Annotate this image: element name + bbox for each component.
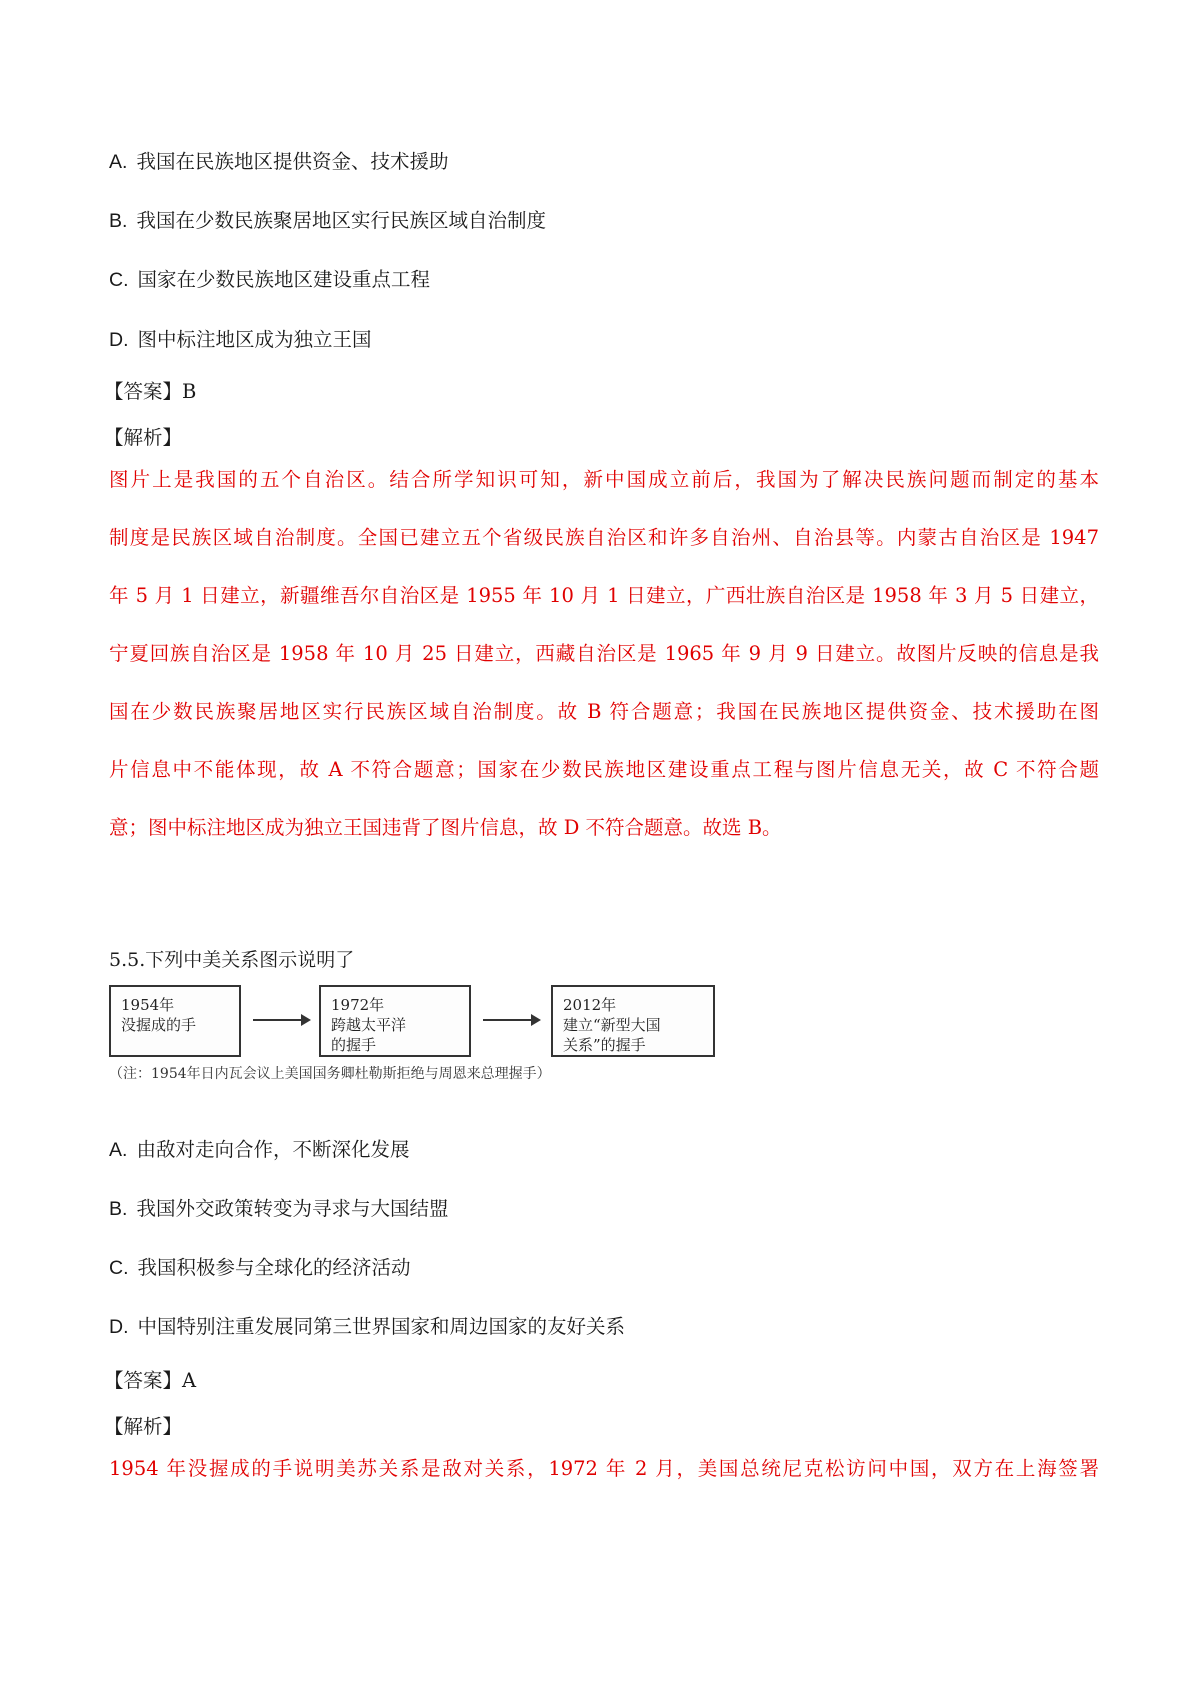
q5-option-b <box>109 1195 448 1223</box>
q5-analysis-line: 1954 年没握成的手说明美苏关系是敌对关系，1972 年 2 月，美国总统尼克松访问中国，双方在上海签署 <box>109 1457 1099 1480</box>
q4-option-b <box>109 207 546 235</box>
q5-relations-diagram <box>109 985 719 1095</box>
q4-analysis-line: 年 5 月 1 日建立，新疆维吾尔自治区是 1955 年 10 月 1 日建立，广西壮族自治区是 1958 年 3 月 5 日建立， <box>109 584 1099 607</box>
option-letter: A. <box>109 151 128 173</box>
diagram-box-1954: 1954年 没握成的手 <box>109 985 241 1057</box>
q5-answer: 【答案】A <box>104 1369 197 1392</box>
arrow-icon <box>483 1019 539 1021</box>
option-text: 我国在少数民族聚居地区实行民族区域自治制度 <box>136 209 546 232</box>
q4-analysis-label: 【解析】 <box>104 426 183 449</box>
q5-option-c <box>109 1254 411 1282</box>
q5-option-d <box>109 1313 625 1341</box>
diagram-note: （注：1954年日内瓦会议上美国国务卿杜勒斯拒绝与周恩来总理握手） <box>109 1066 551 1082</box>
q4-analysis-line: 图片上是我国的五个自治区。结合所学知识可知，新中国成立前后，我国为了解决民族问题而制定的基本 <box>109 468 1099 491</box>
diagram-box-1972: 1972年 跨越太平洋 的握手 <box>319 985 471 1057</box>
q5-analysis-label: 【解析】 <box>104 1415 183 1438</box>
q4-analysis-line: 制度是民族区域自治制度。全国已建立五个省级民族自治区和许多自治州、自治县等。内蒙古自治区是 1947 <box>109 526 1099 549</box>
option-text: 我国积极参与全球化的经济活动 <box>137 1256 411 1279</box>
option-text: 中国特别注重发展同第三世界国家和周边国家的友好关系 <box>137 1315 626 1338</box>
arrow-icon <box>253 1019 309 1021</box>
q4-analysis-line: 宁夏回族自治区是 1958 年 10 月 25 日建立，西藏自治区是 1965 年 9 月 9 日建立。故图片反映的信息是我 <box>109 642 1099 665</box>
option-letter: A. <box>109 1139 128 1161</box>
option-letter: D. <box>109 1316 129 1338</box>
q5-option-a <box>109 1136 409 1164</box>
option-letter: C. <box>109 269 129 291</box>
diagram-box-2012: 2012年 建立“新型大国 关系”的握手 <box>551 985 715 1057</box>
q4-option-d <box>109 326 372 354</box>
option-text: 我国外交政策转变为寻求与大国结盟 <box>136 1197 449 1220</box>
option-text: 国家在少数民族地区建设重点工程 <box>137 268 431 291</box>
q4-option-a <box>109 148 448 176</box>
q4-analysis-line: 片信息中不能体现，故 A 不符合题意；国家在少数民族地区建设重点工程与图片信息无关，故 C 不符合题 <box>109 758 1099 781</box>
option-text: 图中标注地区成为独立王国 <box>137 328 372 351</box>
q4-analysis-line: 国在少数民族聚居地区实行民族区域自治制度。故 B 符合题意；我国在民族地区提供资金、技术援助在图 <box>109 700 1099 723</box>
q5-stem: 5.5.下列中美关系图示说明了 <box>109 949 355 971</box>
option-letter: B. <box>109 210 128 232</box>
q4-answer: 【答案】B <box>104 380 197 403</box>
option-letter: B. <box>109 1198 128 1220</box>
q4-analysis-line: 意；图中标注地区成为独立王国违背了图片信息，故 D 不符合题意。故选 B。 <box>109 816 782 839</box>
q4-option-c <box>109 266 430 294</box>
option-letter: C. <box>109 1257 129 1279</box>
option-text: 由敌对走向合作，不断深化发展 <box>136 1138 410 1161</box>
option-text: 我国在民族地区提供资金、技术援助 <box>136 150 449 173</box>
option-letter: D. <box>109 329 129 351</box>
